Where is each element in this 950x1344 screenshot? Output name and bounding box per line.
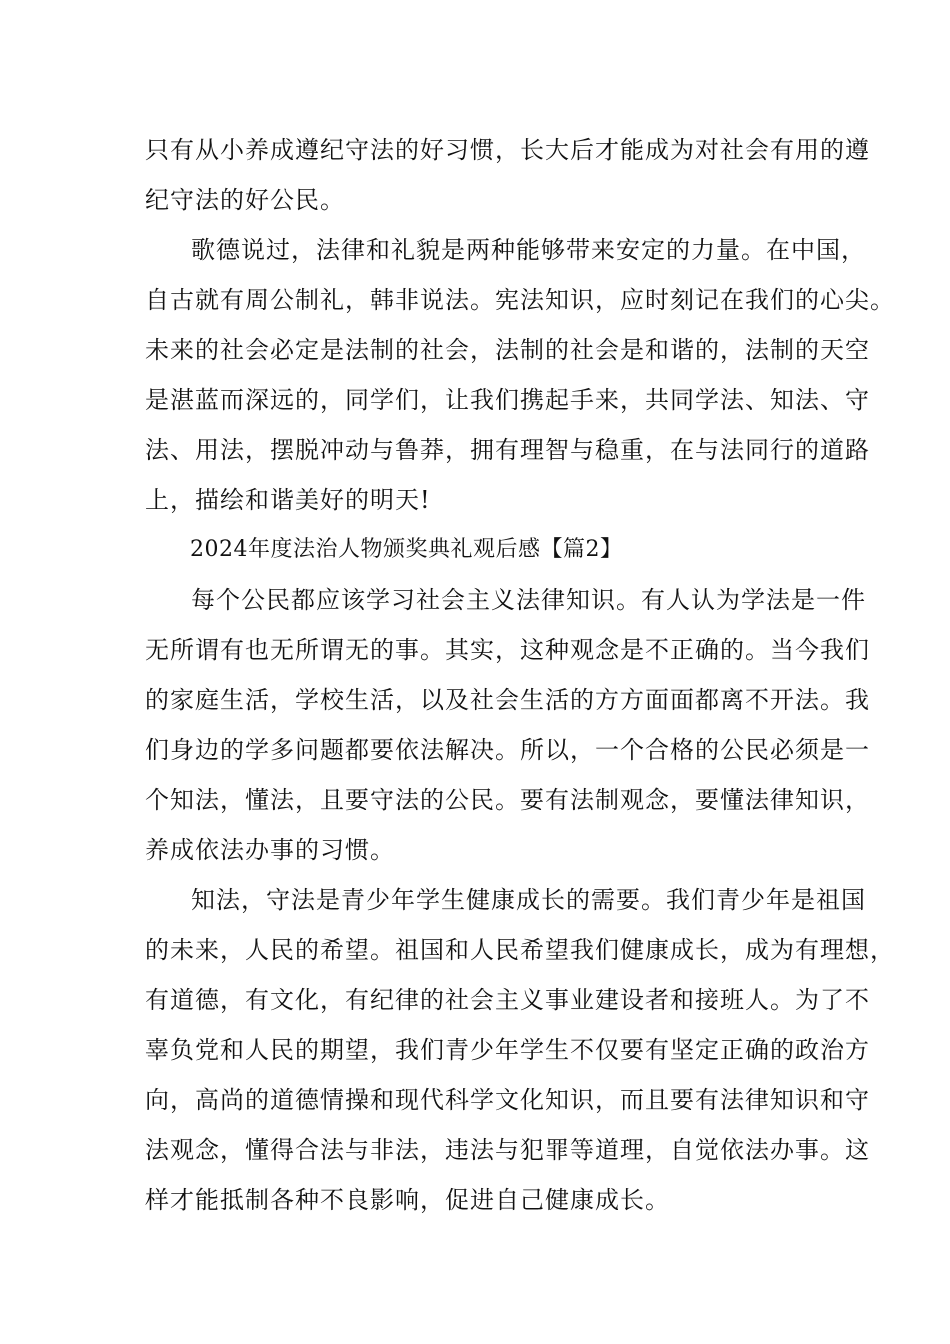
- paragraph-3-line-3: 的家庭生活，学校生活，以及社会生活的方方面面都离不开法。我: [145, 686, 870, 714]
- section-heading: 2024年度法治人物颁奖典礼观后感【篇2】: [190, 537, 623, 562]
- paragraph-4-line-2: 的未来，人民的希望。祖国和人民希望我们健康成长，成为有理想，: [145, 936, 895, 964]
- paragraph-3-line-6: 养成依法办事的习惯。: [145, 836, 395, 864]
- paragraph-3-line-1: 每个公民都应该学习社会主义法律知识。有人认为学法是一件: [191, 586, 866, 614]
- paragraph-2-line-3: 未来的社会必定是法制的社会，法制的社会是和谐的，法制的天空: [145, 336, 870, 364]
- paragraph-2-line-5: 法、用法，摆脱冲动与鲁莽，拥有理智与稳重，在与法同行的道路: [145, 436, 870, 464]
- paragraph-2-line-4: 是湛蓝而深远的，同学们，让我们携起手来，共同学法、知法、守: [145, 386, 870, 414]
- paragraph-2-line-6: 上，描绘和谐美好的明天!: [145, 486, 431, 514]
- paragraph-4-line-5: 向，高尚的道德情操和现代科学文化知识，而且要有法律知识和守: [145, 1086, 870, 1114]
- paragraph-4-line-1: 知法，守法是青少年学生健康成长的需要。我们青少年是祖国: [191, 886, 866, 914]
- paragraph-2-line-1: 歌德说过，法律和礼貌是两种能够带来安定的力量。在中国，: [191, 236, 866, 264]
- paragraph-3-line-4: 们身边的学多问题都要依法解决。所以，一个合格的公民必须是一: [145, 736, 870, 764]
- paragraph-4-line-6: 法观念，懂得合法与非法，违法与犯罪等道理，自觉依法办事。这: [145, 1136, 870, 1164]
- paragraph-4-line-7: 样才能抵制各种不良影响，促进自己健康成长。: [145, 1186, 670, 1214]
- paragraph-1-line-2: 纪守法的好公民。: [145, 186, 345, 214]
- paragraph-3-line-2: 无所谓有也无所谓无的事。其实，这种观念是不正确的。当今我们: [145, 636, 870, 664]
- paragraph-2-line-2: 自古就有周公制礼，韩非说法。宪法知识，应时刻记在我们的心尖。: [145, 286, 895, 314]
- paragraph-1-line-1: 只有从小养成遵纪守法的好习惯，长大后才能成为对社会有用的遵: [145, 136, 870, 164]
- paragraph-4-line-3: 有道德，有文化，有纪律的社会主义事业建设者和接班人。为了不: [145, 986, 870, 1014]
- paragraph-3-line-5: 个知法，懂法，且要守法的公民。要有法制观念，要懂法律知识，: [145, 786, 870, 814]
- paragraph-4-line-4: 辜负党和人民的期望，我们青少年学生不仅要有坚定正确的政治方: [145, 1036, 870, 1064]
